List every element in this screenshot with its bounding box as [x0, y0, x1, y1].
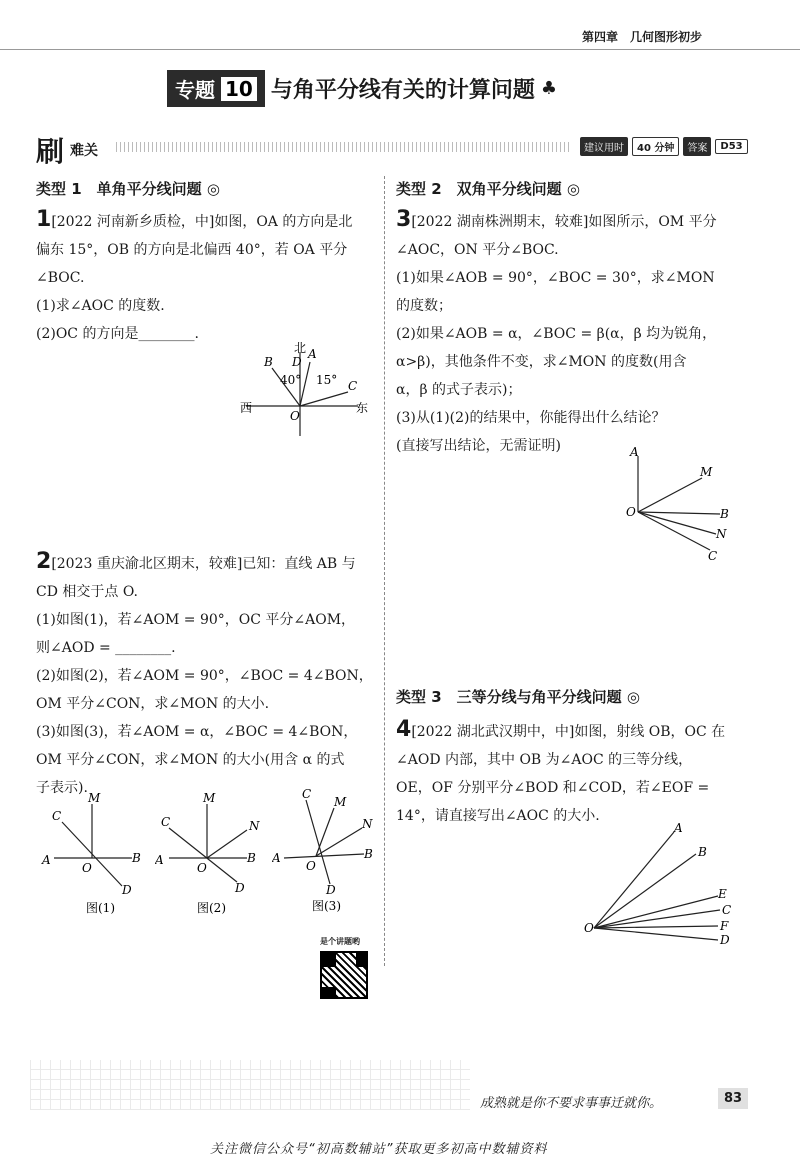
footer-watermark: 关注微信公众号“初高数辅站”获取更多初高中数辅资料	[210, 1142, 548, 1157]
svg-text:B: B	[720, 507, 729, 521]
time-label: 建议用时	[580, 137, 628, 156]
svg-text:C: C	[161, 815, 171, 829]
svg-text:M: M	[334, 795, 347, 809]
section-stripe	[116, 142, 572, 152]
target-icon: ◎	[206, 180, 220, 198]
puzzle-icon: ♣	[540, 78, 557, 99]
question-3	[396, 206, 776, 460]
q2-figure-2	[155, 790, 270, 916]
q3-line2: ∠AOC，ON 平分∠BOC.	[396, 242, 559, 258]
svg-text:C: C	[708, 549, 718, 563]
grid-decoration	[30, 1060, 470, 1110]
type2-text: 类型 2 双角平分线问题	[396, 180, 562, 198]
svg-text:O: O	[197, 861, 207, 875]
type2-heading	[396, 178, 580, 199]
svg-text:N: N	[716, 527, 727, 541]
question-4	[396, 716, 776, 830]
svg-text:M: M	[88, 791, 101, 805]
page-number: 83	[718, 1088, 748, 1109]
west-label: 西	[240, 401, 253, 415]
header-rule	[0, 49, 800, 50]
label-d: D	[292, 355, 302, 369]
type1-heading	[36, 178, 220, 199]
q1-line5: (2)OC 的方向是________.	[36, 326, 199, 342]
answer-label: 答案	[683, 137, 711, 156]
q2-line1: [2023 重庆渝北区期末，较难]已知：直线 AB 与	[51, 556, 356, 572]
chapter-title: 第四章 几何图形初步	[582, 30, 703, 44]
q3-line5: (2)如果∠AOB = α，∠BOC = β(α，β 均为锐角，	[396, 326, 717, 342]
time-info	[580, 137, 748, 156]
svg-text:D: D	[326, 883, 336, 897]
svg-text:D: D	[720, 933, 730, 947]
svg-text:M: M	[700, 465, 713, 479]
q1-line1: [2022 河南新乡质检，中]如图，OA 的方向是北	[51, 214, 353, 230]
q4-figure	[582, 820, 742, 950]
svg-text:D: D	[122, 883, 132, 897]
difficulty-label: 难关	[70, 143, 98, 159]
svg-text:O: O	[306, 859, 316, 873]
topic-text: 与角平分线有关的计算问题	[270, 78, 535, 103]
svg-text:B: B	[132, 851, 141, 865]
target-icon: ◎	[626, 688, 640, 706]
q3-line9: (直接写出结论，无需证明)	[396, 438, 561, 454]
q1-number: 1	[36, 207, 52, 232]
q2-line2: CD 相交于点 O.	[36, 584, 138, 600]
q2-line9: 子表示).	[36, 780, 88, 796]
svg-text:C: C	[722, 903, 732, 917]
question-1	[36, 206, 376, 348]
qr-code[interactable]	[320, 951, 368, 999]
q2-figure-1	[40, 790, 150, 916]
q2-figure-3	[272, 784, 382, 916]
svg-text:A: A	[630, 445, 639, 459]
fig1-caption: 图(1)	[86, 901, 115, 915]
q1-line2: 偏东 15°，OB 的方向是北偏西 40°，若 OA 平分	[36, 242, 348, 258]
q4-line1: [2022 湖北武汉期中，中]如图，射线 OB，OC 在	[411, 724, 726, 740]
q1-figure	[236, 340, 376, 440]
svg-text:E: E	[718, 887, 727, 901]
svg-text:A: A	[674, 821, 683, 835]
svg-text:A: A	[155, 853, 164, 867]
angle-15: 15°	[316, 373, 338, 387]
east-label: 东	[356, 401, 369, 415]
question-2	[36, 548, 376, 802]
brush-label: 刷	[36, 135, 65, 168]
q4-line2: ∠AOD 内部，其中 OB 为∠AOC 的三等分线，	[396, 752, 693, 768]
angle-40: 40°	[280, 373, 302, 387]
topic-tag-label: 专题	[175, 78, 215, 102]
qr-code-block[interactable]	[320, 936, 376, 1006]
svg-text:F: F	[720, 919, 729, 933]
q4-line3: OE，OF 分别平分∠BOD 和∠COD，若∠EOF =	[396, 780, 710, 796]
q2-line5: (2)如图(2)，若∠AOM = 90°，∠BOC = 4∠BON，	[36, 668, 373, 684]
north-label: 北	[294, 341, 307, 355]
label-b: B	[264, 355, 273, 369]
target-icon: ◎	[566, 180, 580, 198]
svg-text:D: D	[235, 881, 245, 895]
svg-text:M: M	[203, 791, 216, 805]
q4-line4: 14°，请直接写出∠AOC 的大小.	[396, 808, 600, 824]
svg-text:A: A	[272, 851, 281, 865]
label-a: A	[308, 347, 317, 361]
topic-number: 10	[221, 77, 257, 101]
q3-line3: (1)如果∠AOB = 90°，∠BOC = 30°，求∠MON	[396, 270, 715, 286]
label-c: C	[348, 379, 358, 393]
q1-line4: (1)求∠AOC 的度数.	[36, 298, 165, 314]
svg-text:O: O	[584, 921, 594, 935]
q4-number: 4	[396, 717, 412, 742]
svg-text:C: C	[52, 809, 62, 823]
time-value: 40 分钟	[632, 137, 679, 156]
type3-text: 类型 3 三等分线与角平分线问题	[396, 688, 622, 706]
type3-heading	[396, 686, 640, 707]
label-o: O	[290, 409, 300, 423]
fig3-caption: 图(3)	[312, 899, 341, 913]
answer-value: D53	[715, 139, 747, 154]
q3-line4: 的度数；	[396, 298, 452, 314]
svg-text:N: N	[362, 817, 373, 831]
svg-text:A: A	[42, 853, 51, 867]
topic-tag	[167, 70, 265, 107]
svg-text:C: C	[302, 787, 312, 801]
topic-title	[167, 70, 557, 107]
q2-line8: OM 平分∠CON，求∠MON 的大小(用含 α 的式	[36, 752, 345, 768]
q3-number: 3	[396, 207, 412, 232]
q3-line8: (3)从(1)(2)的结果中，你能得出什么结论？	[396, 410, 666, 426]
fig2-caption: 图(2)	[197, 901, 226, 915]
svg-text:B: B	[364, 847, 373, 861]
q3-line7: α，β 的式子表示)；	[396, 382, 522, 398]
svg-text:B: B	[247, 851, 256, 865]
q3-line1: [2022 湖南株洲期末，较难]如图所示，OM 平分	[411, 214, 717, 230]
column-divider	[384, 176, 385, 966]
footer-motto: 成熟就是你不要求事事迁就你。	[480, 1096, 663, 1111]
q2-number: 2	[36, 549, 52, 574]
svg-text:N: N	[249, 819, 260, 833]
q2-line6: OM 平分∠CON，求∠MON 的大小.	[36, 696, 270, 712]
q3-line6: α>β)，其他条件不变，求∠MON 的度数(用含	[396, 354, 687, 370]
q1-line3: ∠BOC.	[36, 270, 85, 286]
q2-line4: 则∠AOD = ________.	[36, 640, 176, 656]
q3-figure	[620, 444, 740, 568]
type1-text: 类型 1 单角平分线问题	[36, 180, 202, 198]
svg-text:O: O	[82, 861, 92, 875]
q2-line7: (3)如图(3)，若∠AOM = α，∠BOC = 4∠BON，	[36, 724, 358, 740]
qr-label: 是个讲题哟	[320, 937, 360, 946]
svg-text:B: B	[698, 845, 707, 859]
ray-oc	[300, 392, 348, 406]
q2-line3: (1)如图(1)，若∠AOM = 90°，OC 平分∠AOM，	[36, 612, 356, 628]
svg-text:O: O	[626, 505, 636, 519]
